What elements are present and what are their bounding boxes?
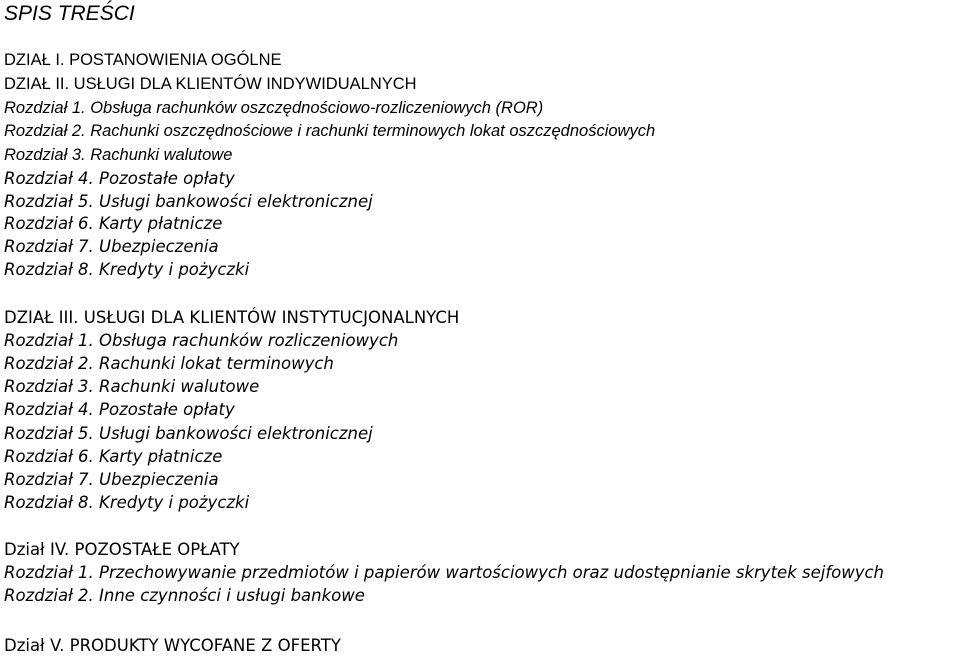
chapter-item: Rozdział 7. Ubezpieczenia: [4, 470, 219, 489]
chapter-item: Rozdział 7. Ubezpieczenia: [4, 237, 219, 256]
section-heading-2: DZIAŁ II. USŁUGI DLA KLIENTÓW INDYWIDUALNYCH: [4, 75, 417, 93]
chapter-item: Rozdział 1. Obsługa rachunków oszczędnościowo-rozliczeniowych (ROR): [4, 99, 544, 117]
section-heading-1: DZIAŁ I. POSTANOWIENIA OGÓLNE: [4, 51, 282, 69]
chapter-item: Rozdział 4. Pozostałe opłaty: [4, 169, 235, 188]
page-title: SPIS TREŚCI: [4, 2, 135, 25]
section-heading-5: Dział V. PRODUKTY WYCOFANE Z OFERTY: [4, 636, 341, 655]
chapter-item: Rozdział 6. Karty płatnicze: [4, 447, 223, 466]
chapter-item: Rozdział 5. Usługi bankowości elektronicznej: [4, 192, 373, 211]
chapter-item: Rozdział 1. Obsługa rachunków rozliczeniowych: [4, 331, 399, 350]
chapter-item: Rozdział 2. Inne czynności i usługi bankowe: [4, 586, 365, 605]
section-heading-3: DZIAŁ III. USŁUGI DLA KLIENTÓW INSTYTUCJONALNYCH: [4, 308, 460, 327]
chapter-item: Rozdział 8. Kredyty i pożyczki: [4, 493, 250, 512]
section-heading-4: Dział IV. POZOSTAŁE OPŁATY: [4, 540, 240, 559]
chapter-item: Rozdział 2. Rachunki lokat terminowych: [4, 354, 334, 373]
chapter-item: Rozdział 3. Rachunki walutowe: [4, 377, 260, 396]
chapter-item: Rozdział 2. Rachunki oszczędnościowe i rachunki terminowych lokat oszczędnościowych: [4, 122, 656, 140]
chapter-item: Rozdział 5. Usługi bankowości elektronicznej: [4, 424, 373, 443]
chapter-item: Rozdział 3. Rachunki walutowe: [4, 146, 233, 164]
chapter-item: Rozdział 8. Kredyty i pożyczki: [4, 260, 250, 279]
chapter-item: Rozdział 1. Przechowywanie przedmiotów i papierów wartościowych oraz udostępnianie skrytek sejfowych: [4, 563, 885, 582]
chapter-item: Rozdział 4. Pozostałe opłaty: [4, 400, 235, 419]
chapter-item: Rozdział 6. Karty płatnicze: [4, 214, 223, 233]
